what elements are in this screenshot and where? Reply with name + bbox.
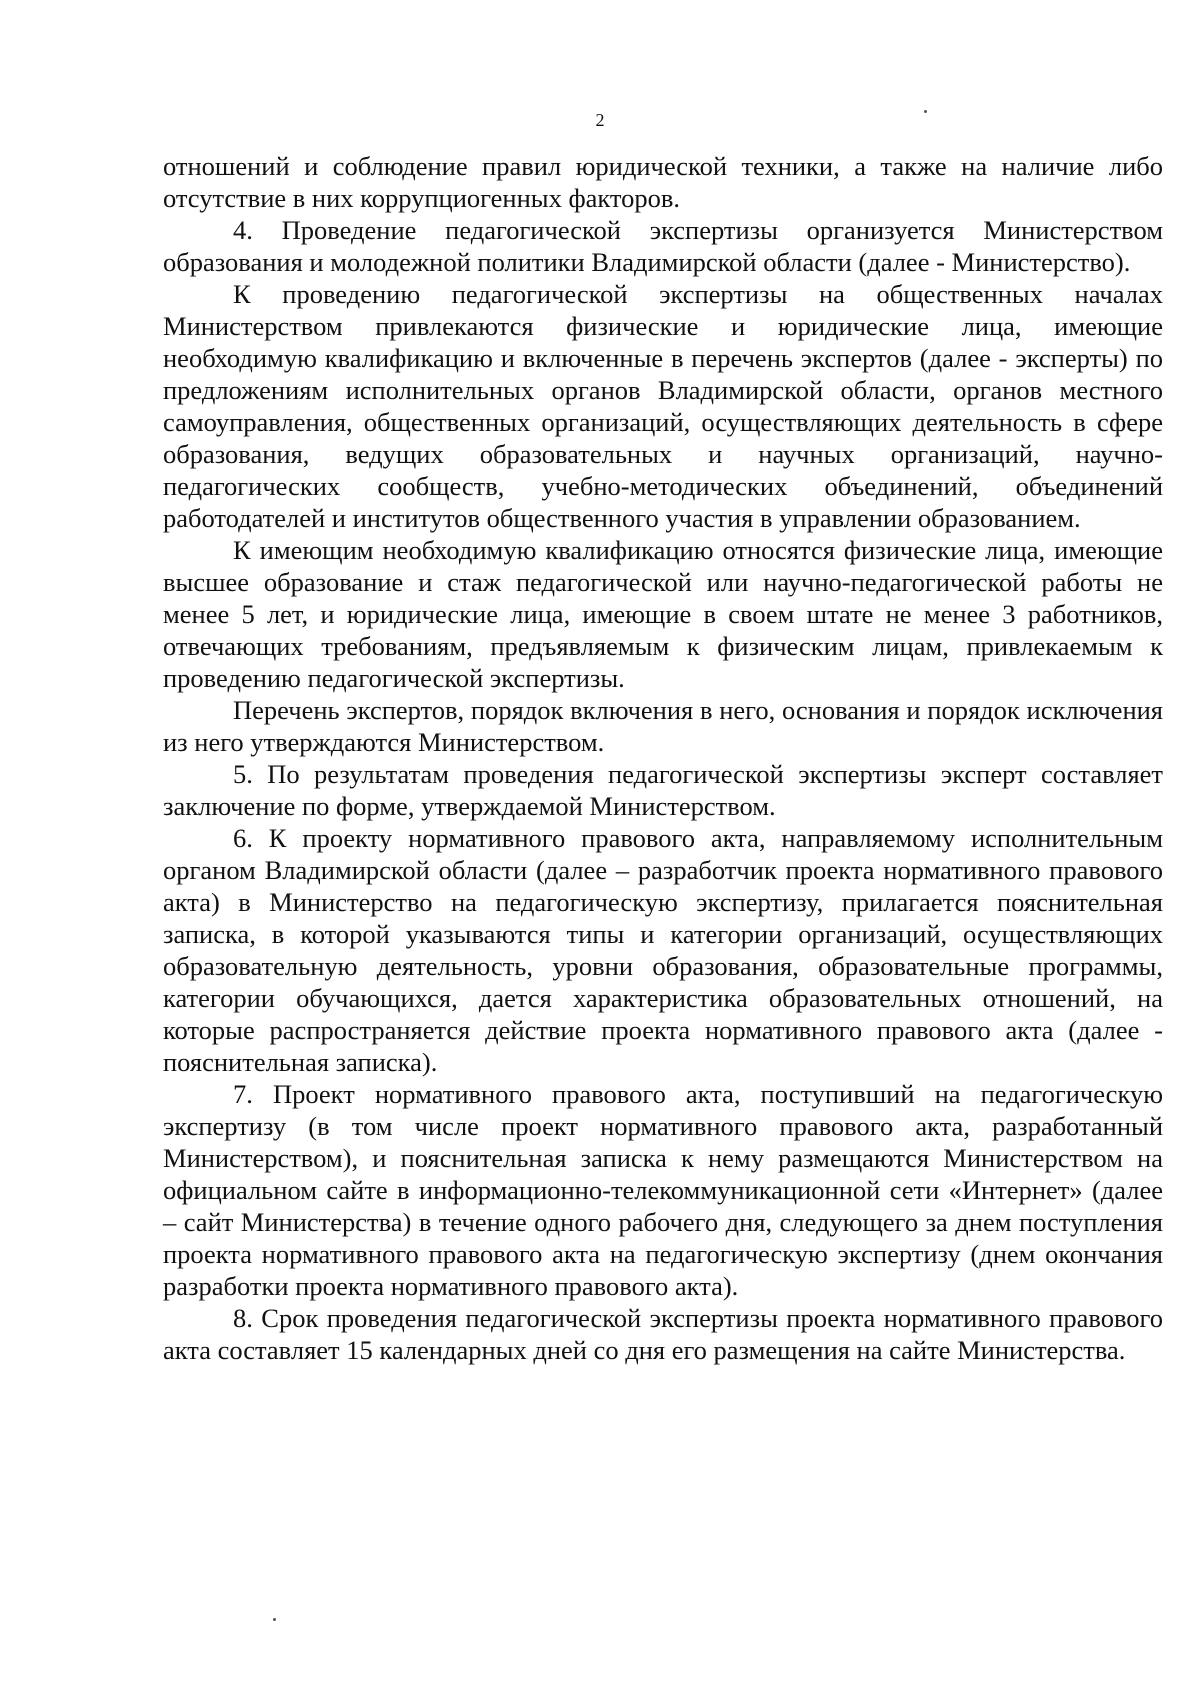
paragraph: отношений и соблюдение правил юридической техники, а также на наличие либо отсутствие в них коррупциогенных факторов. xyxy=(163,151,1163,213)
paragraph: Перечень экспертов, порядок включения в него, основания и порядок исключения из него утверждаются Министерством. xyxy=(163,695,1163,757)
paragraph: 6. К проекту нормативного правового акта, направляемому исполнительным органом Владимирской области (далее – разработчик проекта нормативного правового акта) в Министерство на педагогическую экспертизу, прилагается пояснительная записка, в которой указываются типы и категории организаций, осуществляющих образовательную деятельность, уровни образования, образовательные программы, категории обучающихся, дается характеристика образовательных отношений, на которые распространяется действие проекта нормативного правового акта (далее - пояснительная записка). xyxy=(163,823,1163,1077)
paragraph: К проведению педагогической экспертизы на общественных началах Министерством привлекаются физические и юридические лица, имеющие необходимую квалификацию и включенные в перечень экспертов (далее - эксперты) по предложениям исполнительных органов Владимирской области, органов местного самоуправления, общественных организаций, осуществляющих деятельность в сфере образования, ведущих образовательных и научных организаций, научно-педагогических сообществ, учебно-методических объединений, объединений работодателей и институтов общественного участия в управлении образованием. xyxy=(163,279,1163,533)
paragraph: 4. Проведение педагогической экспертизы организуется Министерством образования и молодежной политики Владимирской области (далее - Министерство). xyxy=(163,215,1163,277)
paragraph: 8. Срок проведения педагогической экспертизы проекта нормативного правового акта составляет 15 календарных дней со дня его размещения на сайте Министерства. xyxy=(163,1303,1163,1365)
paragraph: 7. Проект нормативного правового акта, поступивший на педагогическую экспертизу (в том числе проект нормативного правового акта, разработанный Министерством), и пояснительная записка к нему размещаются Министерством на официальном сайте в информационно-телекоммуникационной сети «Интернет» (далее – сайт Министерства) в течение одного рабочего дня, следующего за днем поступления проекта нормативного правового акта на педагогическую экспертизу (днем окончания разработки проекта нормативного правового акта). xyxy=(163,1079,1163,1301)
paragraph: 5. По результатам проведения педагогической экспертизы эксперт составляет заключение по форме, утверждаемой Министерством. xyxy=(163,759,1163,821)
document-body xyxy=(163,150,1163,1366)
paragraph: К имеющим необходимую квалификацию относятся физические лица, имеющие высшее образование и стаж педагогической или научно-педагогической работы не менее 5 лет, и юридические лица, имеющие в своем штате не менее 3 работников, отвечающих требованиям, предъявляемым к физическим лицам, привлекаемым к проведению педагогической экспертизы. xyxy=(163,535,1163,693)
page-number: 2 xyxy=(595,110,605,130)
scan-speck xyxy=(924,110,927,113)
scan-speck xyxy=(273,1618,276,1621)
